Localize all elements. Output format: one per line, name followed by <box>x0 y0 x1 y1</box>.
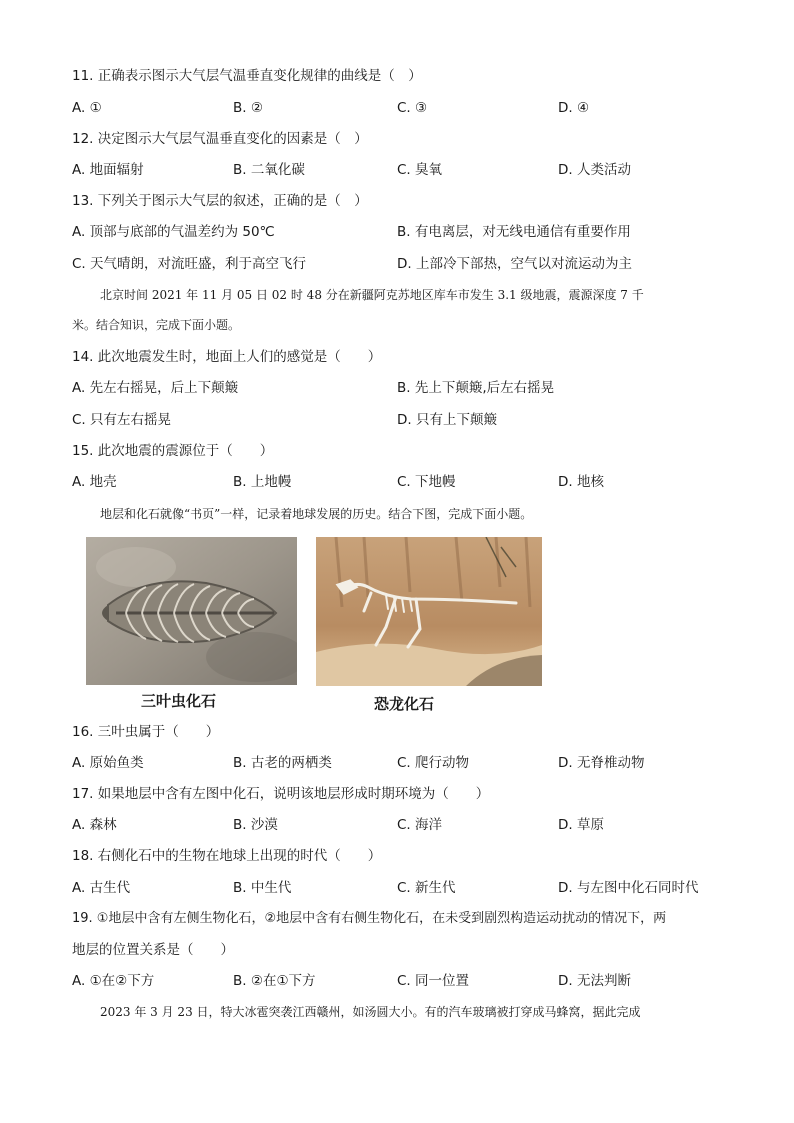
q18-stem: 18. 右侧化石中的生物在地球上出现的时代（ ） <box>72 848 382 864</box>
q13-option-a: A. 顶部与底部的气温差约为 50℃ <box>72 224 275 240</box>
earthquake-intro-line1: 北京时间 2021 年 11 月 05 日 02 时 48 分在新疆阿克苏地区库车市发生 3.1 级地震，震源深度 7 千 <box>100 288 644 302</box>
q14-option-a: A. 先左右摇晃，后上下颠簸 <box>72 380 239 396</box>
q12-option-c: C. 臭氧 <box>397 162 443 178</box>
q12-option-d: D. 人类活动 <box>558 162 631 178</box>
q11-stem: 11. 正确表示图示大气层气温垂直变化规律的曲线是（ ） <box>72 68 422 84</box>
q18-option-a: A. 古生代 <box>72 880 131 896</box>
q12-option-b: B. 二氧化碳 <box>233 162 305 178</box>
q15-option-a: A. 地壳 <box>72 474 117 490</box>
q13-option-b: B. 有电离层，对无线电通信有重要作用 <box>397 224 631 240</box>
q14-stem: 14. 此次地震发生时，地面上人们的感觉是（ ） <box>72 349 382 365</box>
q15-option-c: C. 下地幔 <box>397 474 456 490</box>
q13-stem: 13. 下列关于图示大气层的叙述，正确的是（ ） <box>72 193 368 209</box>
q17-option-d: D. 草原 <box>558 817 604 833</box>
q14-option-b: B. 先上下颠簸,后左右摇晃 <box>397 380 555 396</box>
q11-option-c: C. ③ <box>397 100 428 116</box>
hail-intro: 2023 年 3 月 23 日，特大冰雹突袭江西赣州，如汤圆大小。有的汽车玻璃被打穿成马蜂窝，据此完成 <box>100 1005 641 1019</box>
q19-stem-line1: 19. ①地层中含有左侧生物化石，②地层中含有右侧生物化石，在未受到剧烈构造运动扰动的情况下，两 <box>72 911 667 926</box>
q15-option-b: B. 上地幔 <box>233 474 292 490</box>
q11-option-a: A. ① <box>72 100 102 116</box>
q11-option-b: B. ② <box>233 100 263 116</box>
q14-option-d: D. 只有上下颠簸 <box>397 412 497 428</box>
q11-option-d: D. ④ <box>558 100 590 116</box>
q17-option-c: C. 海洋 <box>397 817 443 833</box>
trilobite-caption: 三叶虫化石 <box>141 692 217 710</box>
q16-option-b: B. 古老的两栖类 <box>233 755 332 771</box>
q19-option-c: C. 同一位置 <box>397 973 470 989</box>
q17-option-a: A. 森林 <box>72 817 117 833</box>
q19-stem-line2: 地层的位置关系是（ ） <box>72 942 234 958</box>
q14-option-c: C. 只有左右摇晃 <box>72 412 172 428</box>
q18-option-d: D. 与左图中化石同时代 <box>558 880 699 896</box>
q18-option-c: C. 新生代 <box>397 880 456 896</box>
q15-stem: 15. 此次地震的震源位于（ ） <box>72 443 274 459</box>
dinosaur-fossil-image <box>316 537 542 686</box>
q19-option-b: B. ②在①下方 <box>233 973 316 989</box>
q12-stem: 12. 决定图示大气层气温垂直变化的因素是（ ） <box>72 131 368 147</box>
q19-option-a: A. ①在②下方 <box>72 973 155 989</box>
q13-option-d: D. 上部冷下部热，空气以对流运动为主 <box>397 256 632 272</box>
fossil-intro: 地层和化石就像“书页”一样，记录着地球发展的历史。结合下图，完成下面小题。 <box>100 507 533 521</box>
q16-option-c: C. 爬行动物 <box>397 755 470 771</box>
q15-option-d: D. 地核 <box>558 474 604 490</box>
q16-option-a: A. 原始鱼类 <box>72 755 144 771</box>
q17-stem: 17. 如果地层中含有左图中化石，说明该地层形成时期环境为（ ） <box>72 786 490 802</box>
q12-option-a: A. 地面辐射 <box>72 162 144 178</box>
q19-option-d: D. 无法判断 <box>558 973 631 989</box>
q16-option-d: D. 无脊椎动物 <box>558 755 645 771</box>
trilobite-fossil-image <box>86 537 297 685</box>
dinosaur-caption: 恐龙化石 <box>374 695 435 713</box>
q16-stem: 16. 三叶虫属于（ ） <box>72 724 220 740</box>
q13-option-c: C. 天气晴朗，对流旺盛，利于高空飞行 <box>72 256 307 272</box>
q18-option-b: B. 中生代 <box>233 880 292 896</box>
earthquake-intro-line2: 米。结合知识，完成下面小题。 <box>72 318 241 332</box>
q17-option-b: B. 沙漠 <box>233 817 278 833</box>
